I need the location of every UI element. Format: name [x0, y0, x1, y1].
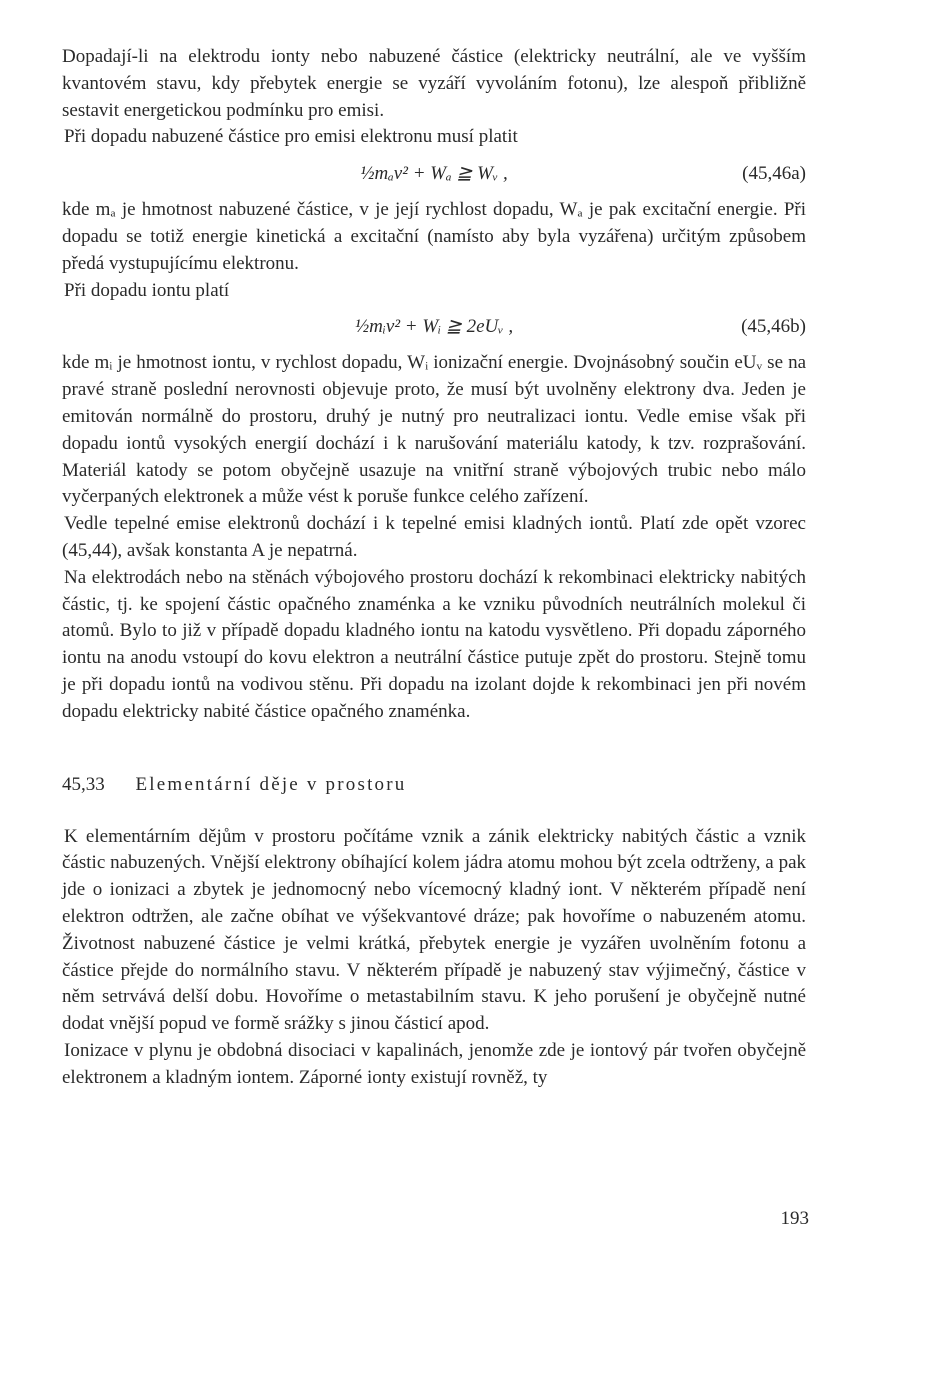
paragraph: K elementárním dějům v prostoru počítáme vznik a zánik elektricky nabitých částic a vznik částic nabuzených. Vnější elektrony obíhající kolem jádra atomu mohou být zcela odtrženy, a pak jde o ionizaci a zbytek je jednomocný nebo vícemocný kladný iont. V některém případě není elektron odtržen, ale začne obíhat ve výšekvantové dráze; pak hovoříme o nabuzeném atomu. Životnost nabuzené částice je velmi krátká, přebytek energie je vyzářen uvolněním fotonu a částice přejde do normálního stavu. V některém případě je nabuzený stav výjimečný, částice v něm setrvává delší dobu. Hovoříme o metastabilním stavu. K jeho porušení je obyčejně nutné dodat vnější popud ve formě srážky s jinou částicí apod.	[62, 825, 806, 1035]
paragraph: Na elektrodách nebo na stěnách výbojového prostoru dochází k rekombinaci elektricky nabitých částic, tj. ke spojení částic opačného znaménka a ke vzniku původních neutrálních molekul či atomů. Bylo to již v případě dopadu kladného iontu na katodu vysvětleno. Při dopadu záporného iontu na anodu vstoupí do kovu elektron a neutrální částice putuje zpět do prostoru. Stejně tomu je při dopadu iontů na vodivou stěnu. Při dopadu na izolant dojde k rekombinaci jen při novém dopadu elektricky nabité částice opačného znaménka.	[62, 566, 806, 722]
section-title: Elementární děje v prostoru	[135, 773, 407, 795]
equation-45-46a	[62, 151, 806, 197]
page-body	[62, 44, 806, 1092]
section-heading	[62, 772, 806, 798]
equation-formula: ½mₐv² + Wₐ ≧ Wᵥ ,	[360, 163, 508, 185]
paragraph: Při dopadu iontu platí	[64, 279, 230, 301]
page-number: 193	[780, 1208, 809, 1229]
section-number: 45,33	[62, 773, 105, 795]
paragraph: Vedle tepelné emise elektronů dochází i k tepelné emisi kladných iontů. Platí zde opět vzorec (45,44), avšak konstanta A je nepatrná.	[62, 513, 806, 561]
paragraph: Dopadají-li na elektrodu ionty nebo nabuzené částice (elektricky neutrální, ale ve vyšším kvantovém stavu, kdy přebytek energie se vyzáří vyvoláním fotonu), lze alespoň přibližně sestavit energetickou podmínku pro emisi.	[62, 46, 806, 121]
paragraph: kde mₐ je hmotnost nabuzené částice, v je její rychlost dopadu, Wₐ je pak excitační energie. Při dopadu se totiž energie kinetická a excitační (namísto aby byla vyzářena) určitým způsobem předá vystupujícímu elektronu.	[62, 199, 806, 274]
paragraph: kde mᵢ je hmotnost iontu, v rychlost dopadu, Wᵢ ionizační energie. Dvojnásobný součin eUᵥ se na pravé straně poslední nerovnosti objevuje proto, že musí být uvolněny elektrony dva. Jeden je emitován normálně do prostoru, druhý je nutný pro neutralizaci iontu. Vedle emise však při dopadu iontů vysokých energií dochází i k narušování materiálu katody, k tzv. rozprašování. Materiál katody se potom obyčejně usazuje na vnitřní straně výbojových trubic nebo málo vyčerpaných elektronek a může vést k poruše funkce celého zařízení.	[62, 352, 806, 508]
equation-formula: ½mᵢv² + Wᵢ ≧ 2eUᵥ ,	[354, 316, 514, 338]
paragraph: Ionizace v plynu je obdobná disociaci v kapalinách, jenomže zde je iontový pár tvořen obyčejně elektronem a kladným iontem. Záporné ionty existují rovněž, ty	[62, 1039, 806, 1088]
paragraph: Při dopadu nabuzené částice pro emisi elektronu musí platit	[64, 126, 518, 148]
equation-45-46b	[62, 304, 806, 350]
equation-number: (45,46b)	[741, 316, 806, 338]
equation-number: (45,46a)	[742, 163, 806, 185]
